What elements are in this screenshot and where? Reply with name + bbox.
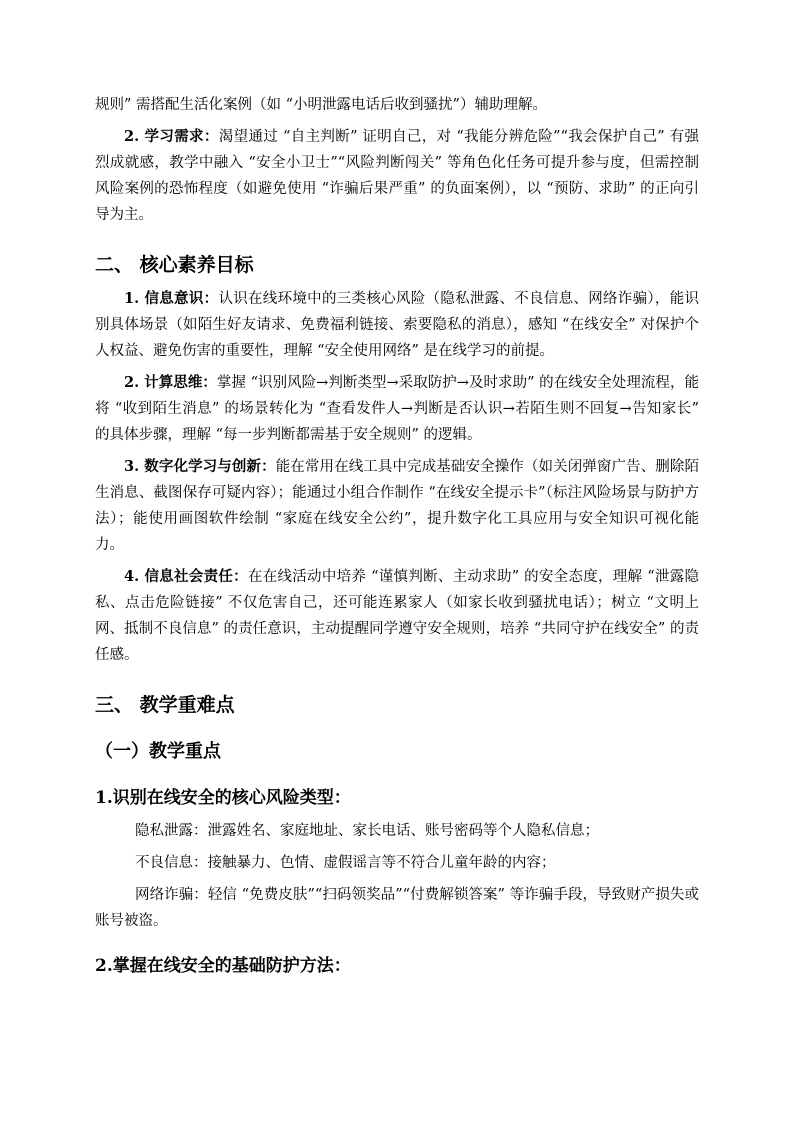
goal-text: 掌握 “识别风险→判断类型→采取防护→及时求助” 的在线安全处理流程，能将 “收到陌生消息” 的场景转化为 “查看发件人→判断是否认识→若陌生则不回复→告知家长” 的具体步骤，理解 “每一步判断都需基于安全规则” 的逻辑。 xyxy=(95,375,699,443)
goal-label: 2. 计算思维： xyxy=(124,374,217,391)
intro-paragraph-tail: 规则” 需搭配生活化案例（如 “小明泄露电话后收到骚扰”）辅助理解。 xyxy=(95,97,547,113)
subsection-title-key-points: （一）教学重点 xyxy=(95,741,221,762)
risk-item-fraud: 网络诈骗：轻信 “免费皮肤”“扫码领奖品”“付费解锁答案” 等诈骗手段，导致财产损失或账号被盗。 xyxy=(95,887,699,929)
goal-label: 3. 数字化学习与创新： xyxy=(124,458,276,475)
goal-item-computational-thinking xyxy=(95,370,699,448)
learning-needs-paragraph xyxy=(95,124,699,228)
risk-item-privacy: 隐私泄露：泄露姓名、家庭地址、家长电话、账号密码等个人隐私信息； xyxy=(135,823,599,839)
point-title-protection-methods: 2.掌握在线安全的基础防护方法： xyxy=(95,956,351,976)
point-title-risk-types: 1.识别在线安全的核心风险类型： xyxy=(95,788,351,808)
goal-label: 1. 信息意识： xyxy=(124,290,219,307)
goal-label: 4. 信息社会责任： xyxy=(124,568,248,585)
document-page xyxy=(95,92,699,980)
goal-text: 能在常用在线工具中完成基础安全操作（如关闭弹窗广告、删除陌生消息、截图保存可疑内容）；能通过小组合作制作 “在线安全提示卡”（标注风险场景与防护方法）；能使用画图软件绘制 “家庭在线安全公约”，提升数字化工具应用与安全知识可视化能力。 xyxy=(95,459,700,553)
goal-item-social-responsibility xyxy=(95,564,699,668)
section-title-core-literacy: 二、 核心素养目标 xyxy=(95,254,254,276)
learning-needs-label: 2. 学习需求： xyxy=(124,128,219,145)
goal-text: 在在线活动中培养 “谨慎判断、主动求助” 的安全态度，理解 “泄露隐私、点击危险链接” 不仅危害自己，还可能连累家人（如家长收到骚扰电话）；树立 “文明上网、抵制不良信息” 的责任意识，主动提醒同学遵守安全规则，培养 “共同守护在线安全” 的责任感。 xyxy=(95,569,699,663)
section-title-key-difficulties: 三、 教学重难点 xyxy=(95,694,235,716)
risk-item-bad-content: 不良信息：接触暴力、色情、虚假谣言等不符合儿童年龄的内容； xyxy=(135,855,556,871)
goal-item-digital-learning xyxy=(95,454,699,558)
goal-text: 认识在线环境中的三类核心风险（隐私泄露、不良信息、网络诈骗），能识别具体场景（如陌生好友请求、免费福利链接、索要隐私的消息），感知 “在线安全” 对保护个人权益、避免伤害的重要性，理解 “安全使用网络” 是在线学习的前提。 xyxy=(95,291,700,359)
goal-item-information-awareness xyxy=(95,286,699,364)
learning-needs-text: 渴望通过 “自主判断” 证明自己，对 “我能分辨危险”“我会保护自己” 有强烈成就感，教学中融入 “安全小卫士”“风险判断闯关” 等角色化任务可提升参与度，但需控制风险案例的恐怖程度（如避免使用 “诈骗后果严重” 的负面案例），以 “预防、求助” 的正向引导为主。 xyxy=(95,129,699,223)
